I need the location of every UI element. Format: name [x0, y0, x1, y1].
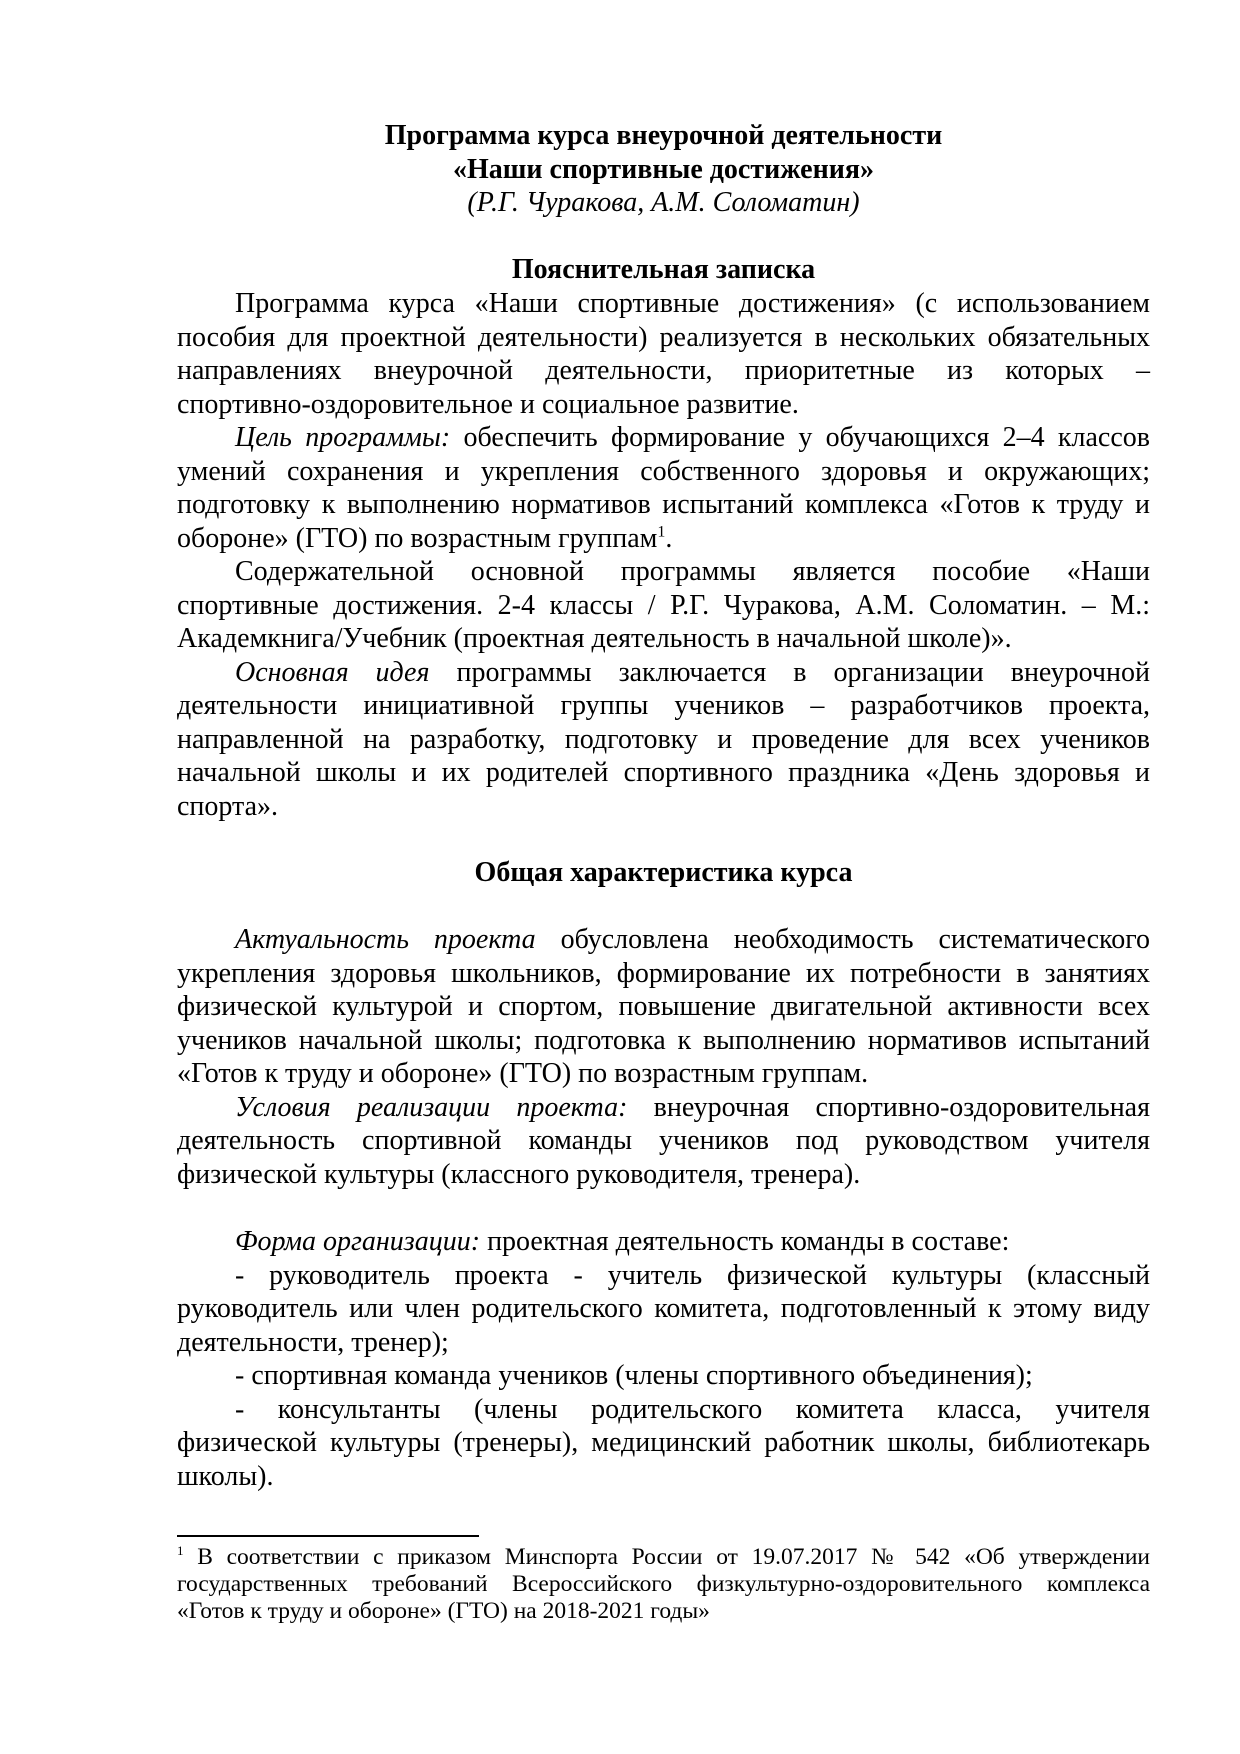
text-line: [177, 1460, 1150, 1494]
title-line-2: «Наши спортивные достижения»: [453, 153, 874, 185]
text: умений сохранения и укрепления собственного здоровья и окружающих;: [177, 455, 1150, 487]
text: проектная деятельность команды в составе:: [480, 1226, 1010, 1257]
text-line: [177, 1326, 1150, 1360]
text-line-content: [235, 1360, 1033, 1391]
section-heading-explanatory-note: Пояснительная записка: [511, 254, 816, 285]
text-line-content: [177, 757, 1150, 788]
text-line: [177, 1158, 1150, 1192]
text-line: [177, 1292, 1150, 1326]
text: государственных требований Всероссийского физкультурно-оздоровительного комплекса: [177, 1571, 1150, 1597]
text-line-content: [235, 422, 1150, 453]
text: руководитель или член родительского комитета, подготовленный к этому виду: [177, 1293, 1150, 1324]
text-line: [177, 1057, 1150, 1091]
text-line-content: [177, 791, 278, 822]
text: обороне» (ГТО) по возрастным группам: [177, 522, 658, 554]
text: спорта».: [177, 790, 279, 822]
text-line-content: [235, 924, 1150, 955]
text-line: [177, 1393, 1150, 1427]
text-line: [177, 354, 1150, 388]
text-line: [177, 488, 1150, 522]
text-line-content: [177, 1571, 1150, 1597]
title-authors: (Р.Г. Чуракова, А.М. Соломатин): [467, 187, 860, 218]
text-line-content: [177, 724, 1150, 755]
text-line: [177, 923, 1150, 957]
text: «Готов к труду и обороне» (ГТО) по возрастным группам.: [177, 1058, 869, 1089]
text-line: [177, 1544, 1150, 1571]
text-line-content: [177, 456, 1150, 487]
text: физической культуры (тренеры), медицинский работник школы, библиотекарь: [177, 1427, 1150, 1458]
text: школы).: [177, 1460, 274, 1492]
text-line-content: [177, 1544, 1150, 1570]
footnote: [177, 1544, 1150, 1625]
text-line-content: [177, 623, 1012, 654]
text-line-content: [235, 1394, 1150, 1425]
footnote-separator: [177, 1535, 479, 1537]
text: направленной на разработку, подготовку и проведение для всех учеников: [177, 723, 1150, 755]
text-line: [177, 455, 1150, 489]
text-line: [177, 1259, 1150, 1293]
text-line-content: [235, 1226, 1009, 1257]
text-line-content: [177, 1058, 868, 1089]
text-line: [177, 589, 1150, 623]
section-heading-course-characteristics: Общая характеристика курса: [474, 857, 853, 888]
text-line-content: [177, 958, 1150, 989]
text-line: [177, 1426, 1150, 1460]
section2-body: [177, 923, 1150, 1191]
text-line-content: [177, 1125, 1150, 1156]
text-line: [177, 388, 1150, 422]
footnote-ref: 1: [657, 523, 666, 541]
text-line: [177, 1225, 1150, 1259]
text: физической культуры (классного руководителя, тренера).: [177, 1158, 861, 1190]
text: спортивно-оздоровительное и социальное развитие.: [177, 388, 799, 420]
text-line-content: [177, 355, 1150, 386]
text-line-content: [177, 489, 1150, 520]
text-line-content: [177, 991, 1150, 1022]
text-line-content: [177, 690, 1150, 721]
text: Академкнига/Учебник (проектная деятельность в начальной школе)».: [177, 623, 1012, 654]
text: деятельность спортивной команды учеников под руководством учителя: [177, 1125, 1150, 1156]
text-line: [177, 1359, 1150, 1393]
text-line-content: [177, 1159, 860, 1190]
text-line: [177, 1571, 1150, 1598]
text: программы заключается в организации внеурочной: [429, 656, 1150, 688]
text-line-content: [177, 1327, 449, 1358]
text: начальной школы и их родителей спортивного праздника «День здоровья и: [177, 757, 1150, 788]
text-line-content: [235, 1260, 1150, 1291]
text-line-content: [177, 523, 672, 554]
italic-lead: Цель программы:: [235, 422, 451, 453]
text-line: [177, 756, 1150, 790]
text: спортивные достижения. 2-4 классы / Р.Г. Чуракова, А.М. Соломатин. – М.:: [177, 589, 1150, 621]
text: «Готов к труду и обороне» (ГТО) на 2018-2021 годы»: [177, 1598, 710, 1624]
text-line-content: [235, 556, 1150, 587]
italic-lead: Условия реализации проекта:: [235, 1091, 628, 1123]
italic-lead: Основная идея: [235, 656, 430, 688]
text-line-content: [235, 657, 1150, 688]
text: - консультанты (члены родительского комитета класса, учителя: [235, 1393, 1150, 1425]
text-line: [177, 790, 1150, 824]
text: направлениях внеурочной деятельности, приоритетные из которых –: [177, 355, 1150, 386]
text: обеспечить формирование у обучающихся 2–4 классов: [450, 422, 1150, 453]
text-line-content: [235, 288, 1150, 319]
text-line: [177, 522, 1150, 556]
section2-organization: [177, 1225, 1150, 1493]
text: В соответствии с приказом Минспорта России от 19.07.2017 № 542 «Об утверждении: [183, 1544, 1150, 1570]
text: обусловлена необходимость систематического: [535, 924, 1150, 955]
text-line-content: [177, 1025, 1150, 1056]
text: деятельности, тренер);: [177, 1326, 449, 1358]
text: укрепления здоровья школьников, формирование их потребности в занятиях: [177, 957, 1150, 989]
text: Содержательной основной программы является пособие «Наши: [235, 556, 1150, 587]
text-line: [177, 957, 1150, 991]
text: деятельности инициативной группы учеников – разработчиков проекта,: [177, 690, 1150, 721]
text: подготовку к выполнению нормативов испытаний комплекса «Готов к труду и: [177, 489, 1150, 520]
text-line: [177, 1598, 1150, 1625]
text-line: [177, 723, 1150, 757]
text: физической культурой и спортом, повышение двигательной активности всех: [177, 991, 1150, 1022]
text-line-content: [177, 1427, 1150, 1458]
text: .: [665, 522, 673, 554]
italic-lead: Форма организации:: [235, 1226, 481, 1257]
text: - спортивная команда учеников (члены спортивного объединения);: [235, 1360, 1033, 1391]
text-line: [177, 1024, 1150, 1058]
text-line-content: [177, 590, 1150, 621]
text-line: [177, 421, 1150, 455]
text: внеурочная спортивно-оздоровительная: [627, 1091, 1150, 1123]
text-line-content: [177, 1293, 1150, 1324]
italic-lead: Актуальность проекта: [235, 924, 536, 955]
title-line-1: Программа курса внеурочной деятельности: [384, 120, 943, 151]
text: - руководитель проекта - учитель физической культуры (классный: [235, 1259, 1150, 1291]
text-line: [177, 555, 1150, 589]
text-line-content: [177, 1461, 273, 1492]
text-line-content: [177, 322, 1150, 353]
text-line: [177, 1124, 1150, 1158]
text-line: [177, 321, 1150, 355]
section1-body: [177, 287, 1150, 823]
text-line: [177, 1091, 1150, 1125]
text-line: [177, 689, 1150, 723]
document-title: [177, 119, 1150, 220]
text-line: [177, 622, 1150, 656]
footnote-marker: 1: [177, 1543, 184, 1559]
text-line: [177, 287, 1150, 321]
text-line-content: [177, 389, 799, 420]
text: учеников начальной школы; подготовка к выполнению нормативов испытаний: [177, 1024, 1150, 1056]
text-line-content: [235, 1092, 1150, 1123]
text-line: [177, 656, 1150, 690]
text-line: [177, 990, 1150, 1024]
text-line-content: [177, 1598, 710, 1624]
text: пособия для проектной деятельности) реализуется в нескольких обязательных: [177, 321, 1150, 353]
text: Программа курса «Наши спортивные достижения» (с использованием: [235, 288, 1150, 319]
